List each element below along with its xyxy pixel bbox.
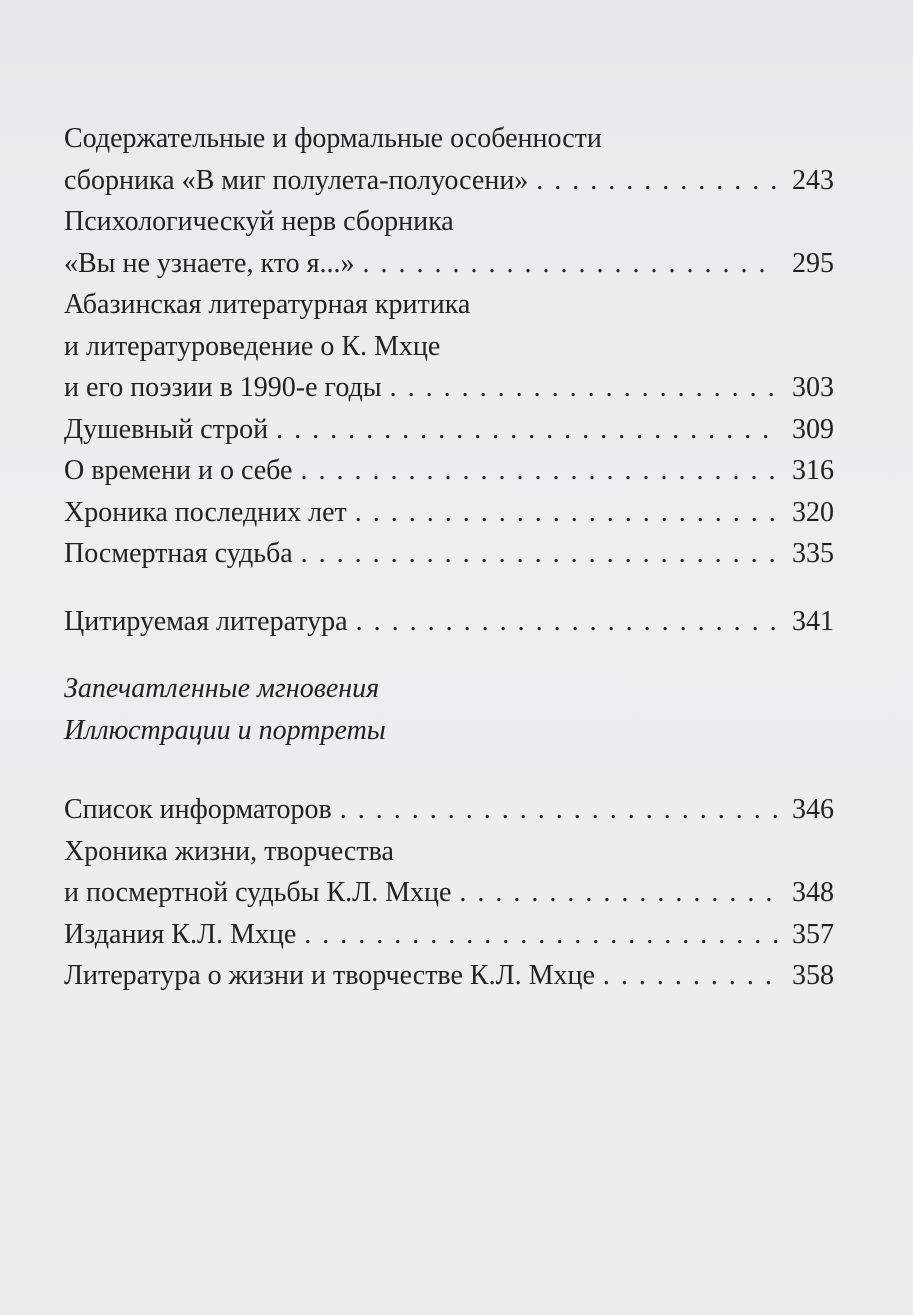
toc-entry-text: Запечатленные мгновения bbox=[64, 673, 380, 704]
toc-entry-text: и его поэзии в 1990-е годы bbox=[64, 372, 382, 403]
dot-leader bbox=[536, 160, 778, 202]
section-gap bbox=[64, 642, 834, 668]
toc-line bbox=[64, 601, 834, 643]
toc-entry-text: Хроника последних лет bbox=[64, 496, 347, 528]
toc-line bbox=[64, 914, 834, 956]
toc-entry-text: Посмертная судьба bbox=[64, 538, 293, 569]
toc-entry-text: Издания К.Л. Мхце bbox=[64, 918, 297, 950]
toc-page-number: 346 bbox=[792, 794, 834, 825]
toc-line bbox=[64, 367, 834, 409]
toc-entry-text: Абазинская литературная критика bbox=[64, 289, 471, 320]
toc-page-number: 243 bbox=[792, 164, 834, 196]
toc-entry-text: Психологическуй нерв сборника bbox=[64, 206, 454, 237]
dot-leader bbox=[276, 409, 778, 451]
toc-entry-text: Список информаторов bbox=[64, 794, 332, 825]
section-gap bbox=[64, 575, 834, 601]
toc-page-number: 335 bbox=[792, 538, 834, 569]
toc-line bbox=[64, 710, 834, 752]
toc-page-number: 358 bbox=[792, 960, 834, 991]
toc-entry-text: Литература о жизни и творчестве К.Л. Мхце bbox=[64, 960, 595, 991]
toc-line bbox=[64, 243, 834, 285]
toc-entry-text: и литературоведение о К. Мхце bbox=[64, 330, 441, 362]
toc-line bbox=[64, 160, 834, 202]
toc-entry-text: Хроника жизни, творчества bbox=[64, 835, 394, 867]
toc-page-number: 341 bbox=[792, 605, 834, 637]
dot-leader bbox=[340, 789, 778, 831]
dot-leader bbox=[362, 243, 778, 285]
section-gap bbox=[64, 751, 834, 777]
dot-leader bbox=[390, 367, 778, 409]
toc-entry-text: О времени и о себе bbox=[64, 455, 293, 486]
toc-page-number: 357 bbox=[792, 918, 834, 950]
toc-entry-text: и посмертной судьбы К.Л. Мхце bbox=[64, 877, 452, 908]
toc-page-number: 348 bbox=[792, 877, 834, 908]
toc-page-number: 303 bbox=[792, 372, 834, 403]
toc-line bbox=[64, 450, 834, 492]
toc-entry-text: Иллюстрации и портреты bbox=[64, 714, 386, 746]
toc-line bbox=[64, 668, 834, 710]
toc-line bbox=[64, 284, 834, 326]
toc-line bbox=[64, 326, 834, 368]
toc-entry-text: Содержательные и формальные особенности bbox=[64, 123, 602, 154]
toc-line bbox=[64, 872, 834, 914]
toc-line bbox=[64, 831, 834, 873]
toc-entry-text: «Вы не узнаете, кто я...» bbox=[64, 247, 355, 279]
dot-leader bbox=[300, 450, 778, 492]
dot-leader bbox=[603, 955, 778, 997]
toc-line bbox=[64, 409, 834, 451]
toc-entry-text: сборника «В миг полулета-полуосени» bbox=[64, 164, 529, 196]
toc-page-number: 295 bbox=[792, 247, 834, 279]
dot-leader bbox=[459, 872, 778, 914]
section-gap bbox=[64, 777, 834, 789]
dot-leader bbox=[355, 492, 778, 534]
toc-line bbox=[64, 118, 834, 160]
toc-page-number: 320 bbox=[792, 496, 834, 528]
toc-line bbox=[64, 492, 834, 534]
toc-page-number: 309 bbox=[792, 413, 834, 445]
toc-page-number: 316 bbox=[792, 455, 834, 486]
dot-leader bbox=[356, 601, 778, 643]
table-of-contents bbox=[64, 118, 834, 997]
toc-line bbox=[64, 789, 834, 831]
toc-entry-text: Цитируемая литература bbox=[64, 605, 348, 637]
dot-leader bbox=[301, 533, 778, 575]
dot-leader bbox=[304, 914, 778, 956]
toc-line bbox=[64, 201, 834, 243]
toc-line bbox=[64, 533, 834, 575]
toc-entry-text: Душевный строй bbox=[64, 413, 269, 445]
toc-line bbox=[64, 955, 834, 997]
